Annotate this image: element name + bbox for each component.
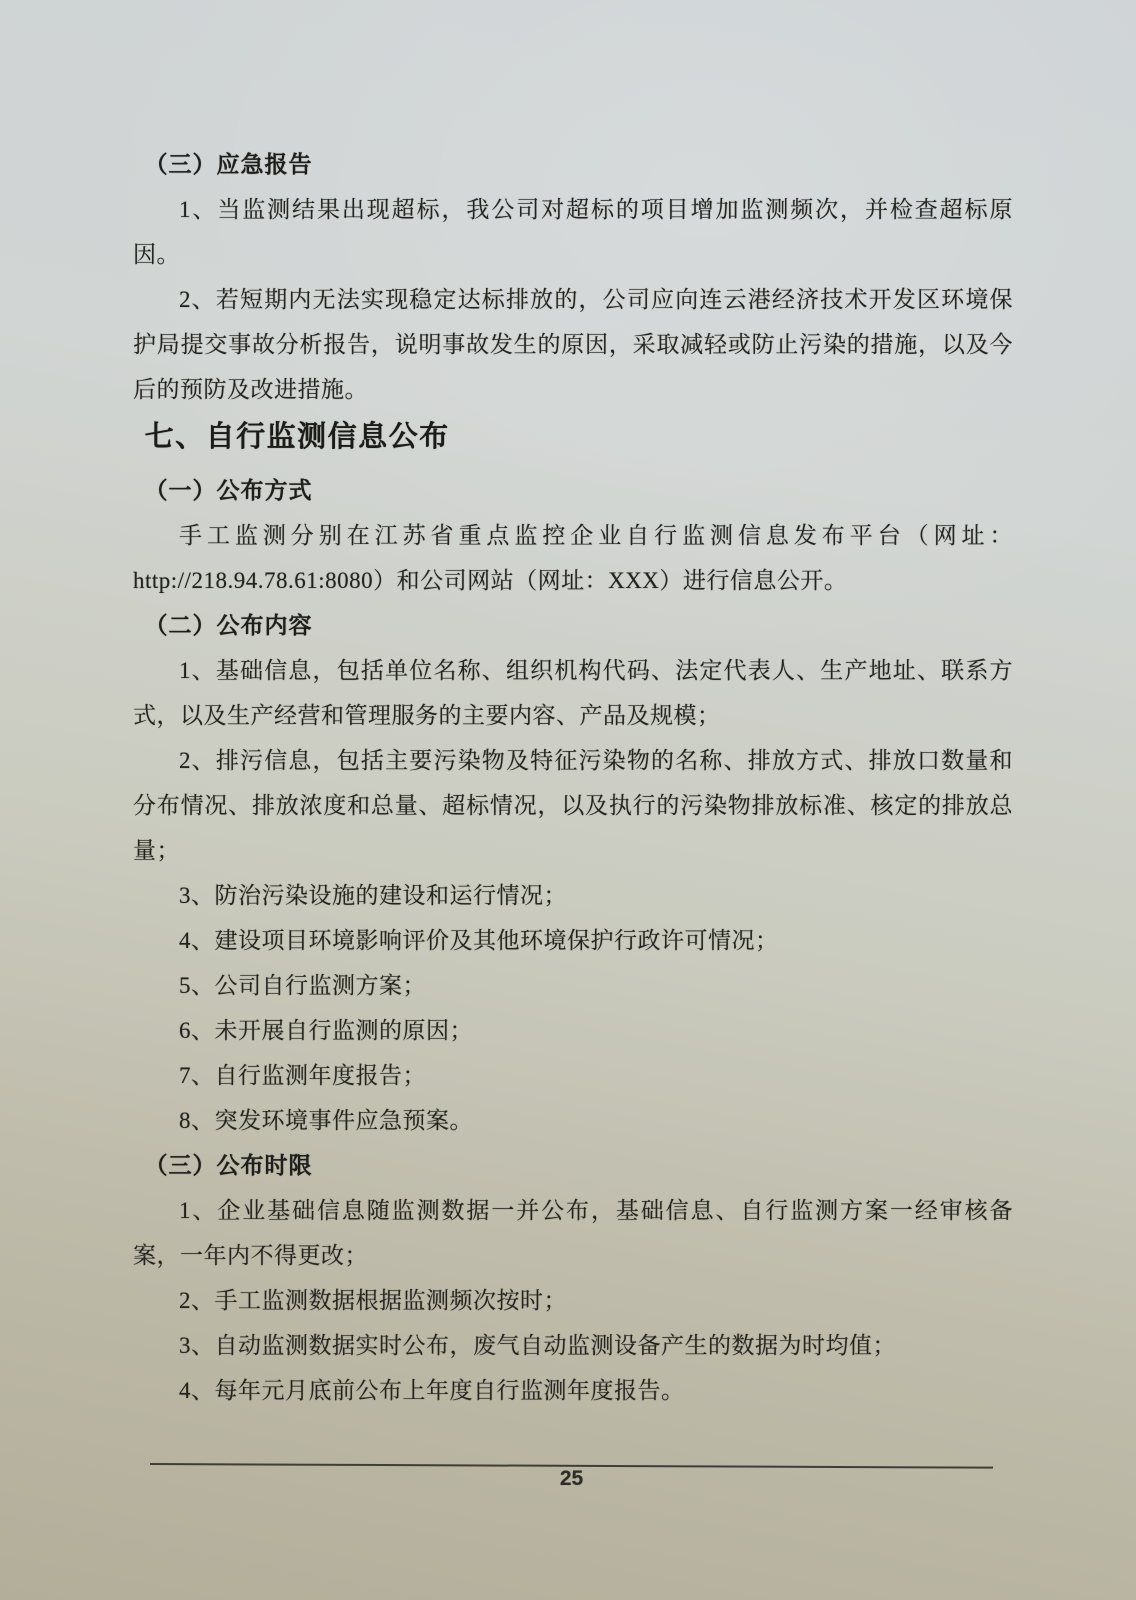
publish-deadline-item: 4、每年元月底前公布上年度自行监测年度报告。	[179, 1378, 685, 1403]
publish-deadline-item: 3、自动监测数据实时公布，废气自动监测设备产生的数据为时均值；	[179, 1333, 896, 1358]
publish-content-item: 4、建设项目环境影响评价及其他环境保护行政许可情况；	[179, 928, 779, 953]
document-page-content	[133, 142, 1013, 1413]
chapter-seven-heading: 七、自行监测信息公布	[144, 421, 450, 453]
publish-deadline-item: 2、手工监测数据根据监测频次按时；	[179, 1288, 567, 1313]
publish-content-heading: （二）公布内容	[144, 612, 313, 638]
publish-deadline-item: 1、企业基础信息随监测数据一并公布，基础信息、自行监测方案一经审核备案，一年内不得更改；	[133, 1198, 1013, 1268]
publish-content-item: 2、排污信息，包括主要污染物及特征污染物的名称、排放方式、排放口数量和分布情况、排放浓度和总量、超标情况，以及执行的污染物排放标准、核定的排放总量；	[133, 748, 1013, 863]
emergency-report-heading: （三）应急报告	[144, 151, 313, 177]
publish-content-item: 8、突发环境事件应急预案。	[179, 1108, 473, 1133]
publish-method-heading: （一）公布方式	[144, 477, 313, 503]
publish-content-item: 6、未开展自行监测的原因；	[179, 1018, 473, 1043]
page-number: 25	[559, 1467, 584, 1490]
emergency-report-paragraph: 2、若短期内无法实现稳定达标排放的，公司应向连云港经济技术开发区环境保护局提交事故分析报告，说明事故发生的原因，采取减轻或防止污染的措施，以及今后的预防及改进措施。	[133, 287, 1013, 402]
publish-content-item: 5、公司自行监测方案；	[179, 973, 426, 998]
publish-content-item: 1、基础信息，包括单位名称、组织机构代码、法定代表人、生产地址、联系方式，以及生产经营和管理服务的主要内容、产品及规模；	[133, 658, 1013, 728]
publish-content-item: 3、防治污染设施的建设和运行情况；	[179, 883, 567, 908]
publish-content-item: 7、自行监测年度报告；	[179, 1063, 426, 1088]
publish-deadline-heading: （三）公布时限	[144, 1152, 313, 1178]
emergency-report-paragraph: 1、当监测结果出现超标，我公司对超标的项目增加监测频次，并检查超标原因。	[133, 197, 1013, 267]
publish-method-paragraph: 手工监测分别在江苏省重点监控企业自行监测信息发布平台（网址：http://218.94.78.61:8080）和公司网站（网址：XXX）进行信息公开。	[133, 523, 1013, 593]
